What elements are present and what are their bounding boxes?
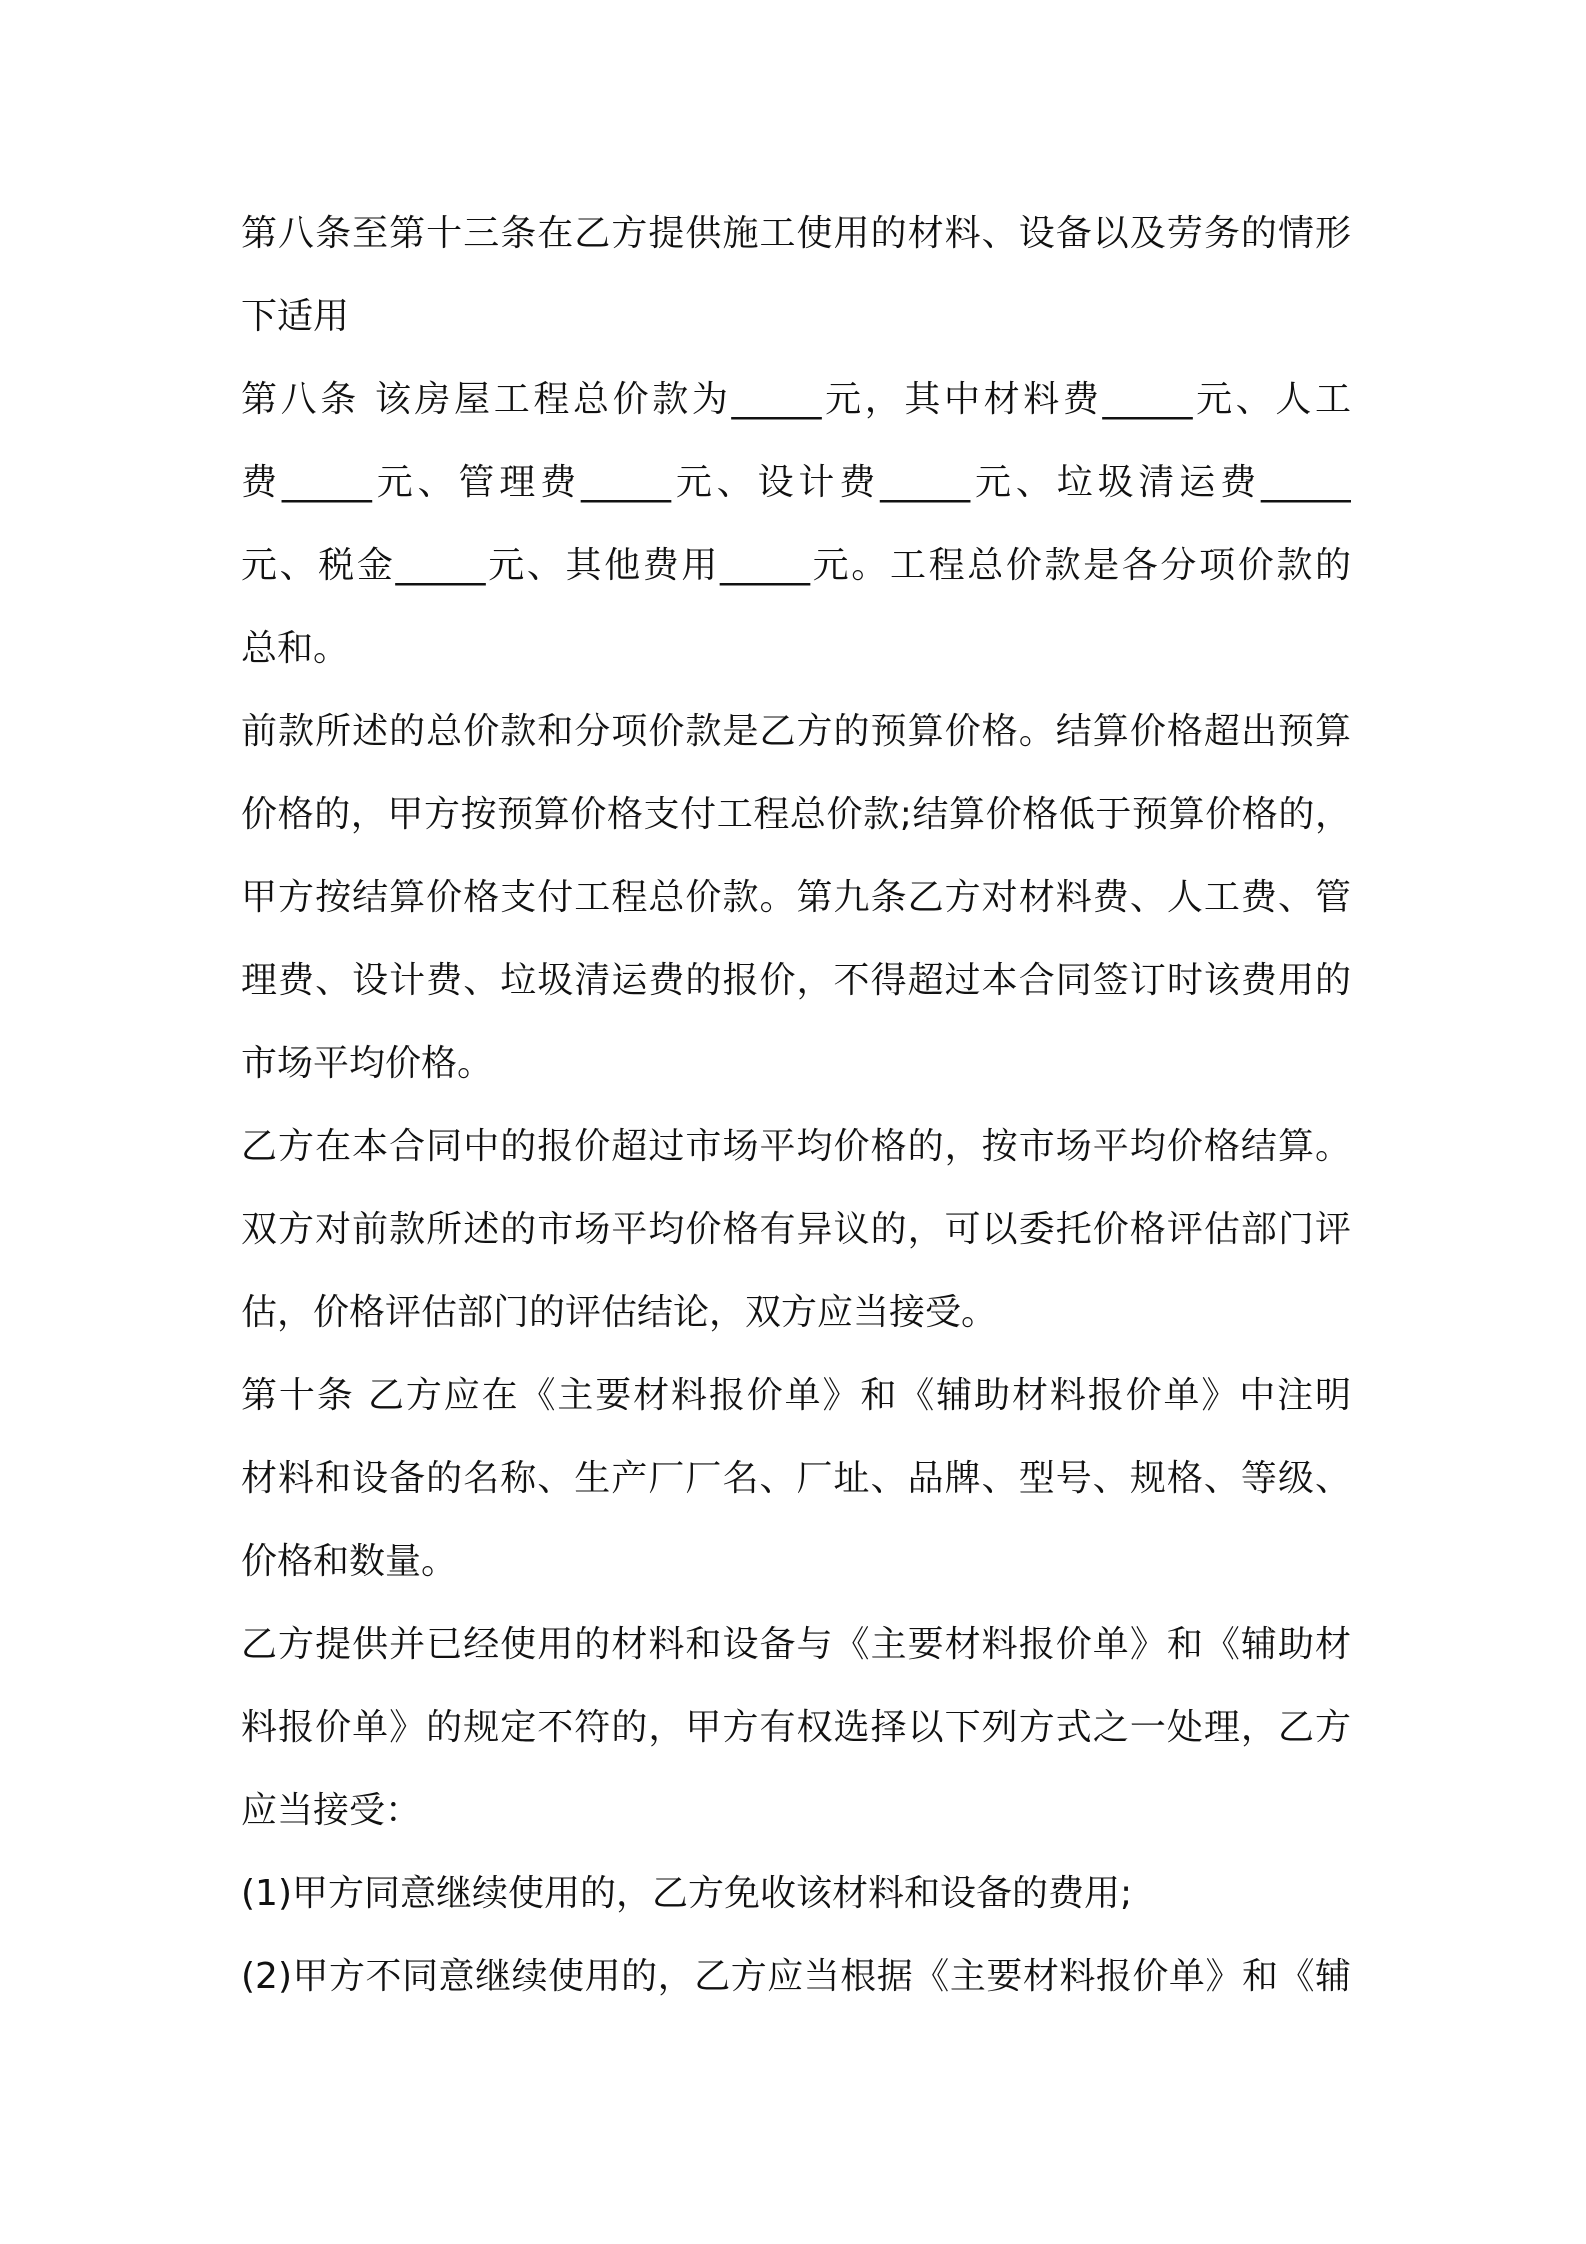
text-line: 价格和数量。 [241,1541,458,1582]
text-line: 甲方按结算价格支付工程总价款。第九条乙方对材料费、人工费、管 [241,877,1351,918]
text-line: 应当接受： [241,1790,422,1831]
text-line: (2)甲方不同意继续使用的，乙方应当根据《主要材料报价单》和《辅 [241,1956,1351,1997]
text-line: 乙方提供并已经使用的材料和设备与《主要材料报价单》和《辅助材 [241,1624,1351,1665]
text-line: (1)甲方同意继续使用的，乙方免收该材料和设备的费用; [241,1873,1133,1914]
text-line: 第八条至第十三条在乙方提供施工使用的材料、设备以及劳务的情形 [241,213,1351,254]
document-body [241,192,1351,2018]
text-line: 下适用 [241,296,350,337]
text-line: 双方对前款所述的市场平均价格有异议的，可以委托价格评估部门评 [241,1209,1351,1250]
text-line: 第十条 乙方应在《主要材料报价单》和《辅助材料报价单》中注明 [241,1375,1351,1416]
text-line: 价格的，甲方按预算价格支付工程总价款;结算价格低于预算价格的， [241,794,1351,835]
text-line: 乙方在本合同中的报价超过市场平均价格的，按市场平均价格结算。 [241,1126,1351,1167]
text-line: 材料和设备的名称、生产厂厂名、厂址、品牌、型号、规格、等级、 [241,1458,1351,1499]
text-line: 市场平均价格。 [241,1043,494,1084]
text-line: 元、税金_____元、其他费用_____元。工程总价款是各分项价款的 [241,545,1351,586]
text-line: 第八条 该房屋工程总价款为_____元，其中材料费_____元、人工 [241,379,1351,420]
text-line: 估，价格评估部门的评估结论，双方应当接受。 [241,1292,998,1333]
text-line: 料报价单》的规定不符的，甲方有权选择以下列方式之一处理，乙方 [241,1707,1351,1748]
text-line: 费_____元、管理费_____元、设计费_____元、垃圾清运费_____ [241,462,1351,503]
text-line: 前款所述的总价款和分项价款是乙方的预算价格。结算价格超出预算 [241,711,1351,752]
text-line: 理费、设计费、垃圾清运费的报价，不得超过本合同签订时该费用的 [241,960,1351,1001]
text-line: 总和。 [241,628,350,669]
